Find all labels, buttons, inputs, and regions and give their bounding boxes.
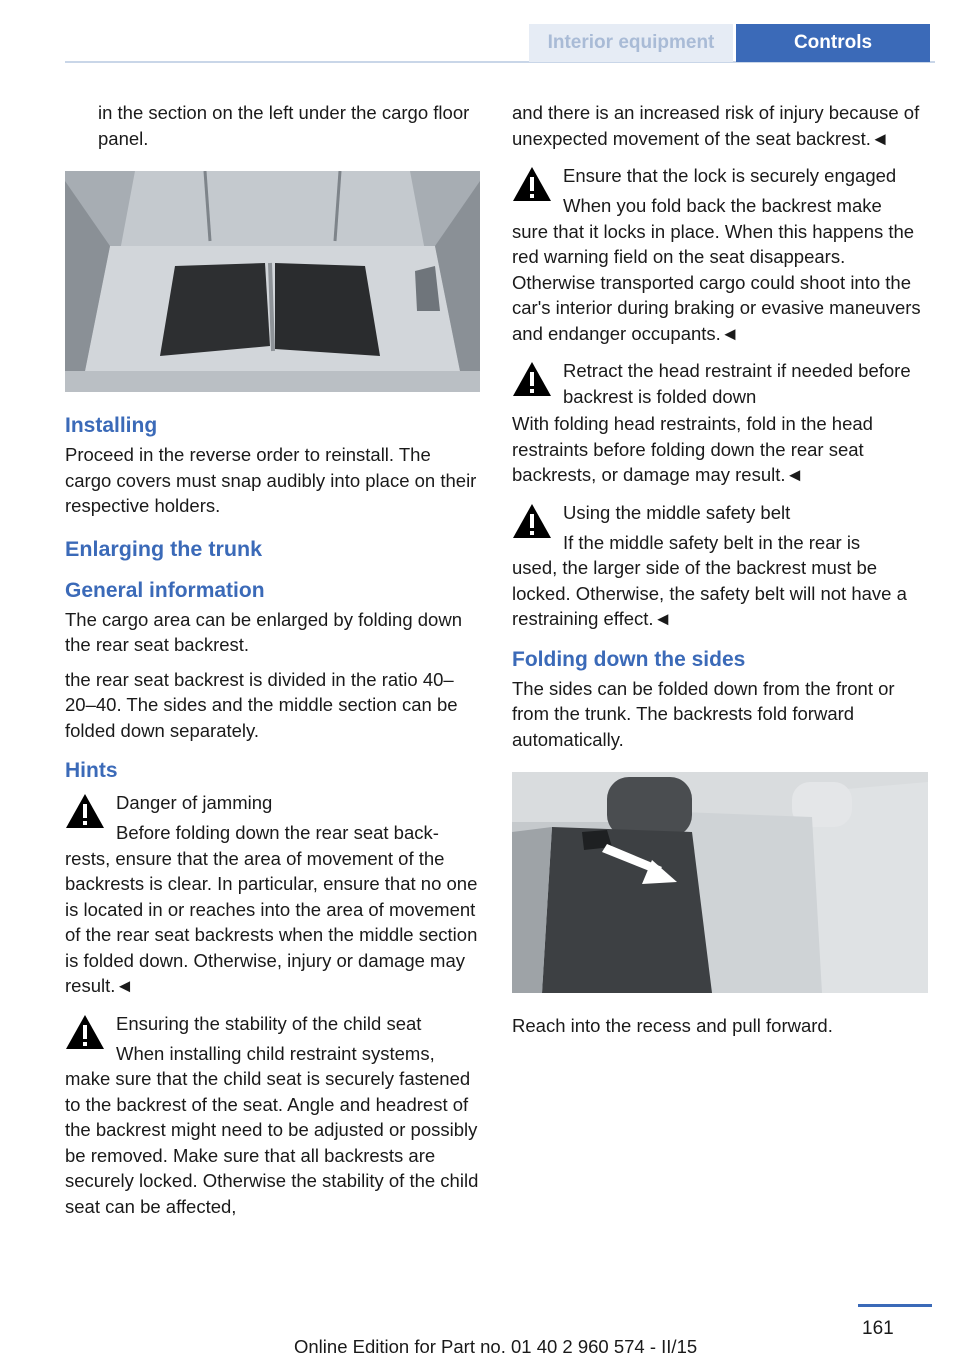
warning-text-first-line: If the middle safety belt in the rear is [563, 531, 861, 553]
right-column [512, 100, 928, 1048]
chapter-tab[interactable]: Controls [736, 24, 930, 62]
rear-seat-image [512, 772, 928, 993]
warning-middle-belt [512, 497, 928, 632]
warning-text: make sure that the child seat is securely fastened to the backrest of the seat. Angle and headrest of the backrest might need to be adjusted or possibly be removed. Make sure that all backrests are securely locked. Otherwise the stability of the child seat can be affected, [65, 1068, 479, 1217]
footer-rule [858, 1304, 932, 1307]
general-heading: General information [65, 578, 265, 602]
continued-text: and there is an increased risk of injury because of unexpected movement of the seat backrest.◄ [512, 102, 920, 149]
warning-text-first-line: Before folding down the rear seat back- [116, 822, 439, 843]
warning-text-first-line: When you fold back the backrest make [563, 195, 882, 216]
general-paragraph-1: The cargo area can be enlarged by folding down the rear seat backrest. [65, 608, 462, 655]
warning-head-restraint [512, 355, 928, 488]
warning-triangle-icon [65, 1014, 105, 1050]
warning-text: rests, ensure that the area of movement of the backrests is clear. In particular, ensure that no one is located in or reaches into the area of movement of the rear seat backrests when the middle section is folded down. Otherwise, injury or damage may result.◄ [65, 847, 478, 996]
warning-text: used, the larger side of the backrest must be locked. Otherwise, the safety belt will not have a restraining effect.◄ [512, 557, 907, 629]
warning-triangle-icon [512, 503, 552, 539]
edition-footer: Online Edition for Part no. 01 40 2 960 574 - II/15 [294, 1336, 698, 1357]
left-column [65, 100, 480, 1228]
intro-text: in the section on the left under the cargo floor panel. [98, 102, 470, 149]
warning-text: sure that it locks in place. When this happens the red warning field on the seat disappears. Otherwise transported cargo could shoot into the car's interior during braking or evasive maneuvers and endanger occupants.◄ [512, 220, 921, 344]
warning-triangle-icon [512, 361, 552, 397]
installing-text: Proceed in the reverse order to reinstall. The cargo covers must snap audibly into place on their respective holders. [65, 444, 477, 516]
warning-lock [512, 160, 928, 346]
warning-jamming [65, 787, 480, 999]
warning-title: Danger of jamming [116, 792, 273, 813]
trunk-cargo-floor-image [65, 171, 480, 392]
general-paragraph-2: the rear seat backrest is divided in the ratio 40–20–40. The sides and the middle section can be folded down separately. [65, 668, 458, 741]
image-caption: Reach into the recess and pull forward. [512, 1015, 833, 1036]
folding-heading: Folding down the sides [512, 647, 746, 671]
warning-title: Retract the head restraint if needed before backrest is folded down [563, 360, 911, 407]
warning-triangle-icon [512, 166, 552, 202]
hints-heading: Hints [65, 759, 118, 782]
warning-title: Using the middle safety belt [563, 501, 791, 523]
installing-heading: Installing [65, 414, 158, 437]
section-tab[interactable]: Interior equipment [529, 24, 733, 62]
enlarging-heading: Enlarging the trunk [65, 536, 263, 561]
warning-text: With folding head restraints, fold in the head restraints before folding down the rear seat backrests, or damage may result.◄ [512, 413, 873, 485]
warning-child-seat [65, 1008, 480, 1220]
folding-text: The sides can be folded down from the front or from the trunk. The backrests fold forward automatically. [512, 677, 895, 750]
warning-text-first-line: When installing child restraint systems, [116, 1042, 435, 1064]
warning-triangle-icon [65, 793, 105, 829]
page-number: 161 [862, 1318, 894, 1339]
warning-title: Ensuring the stability of the child seat [116, 1012, 422, 1034]
warning-title: Ensure that the lock is securely engaged [563, 165, 897, 186]
